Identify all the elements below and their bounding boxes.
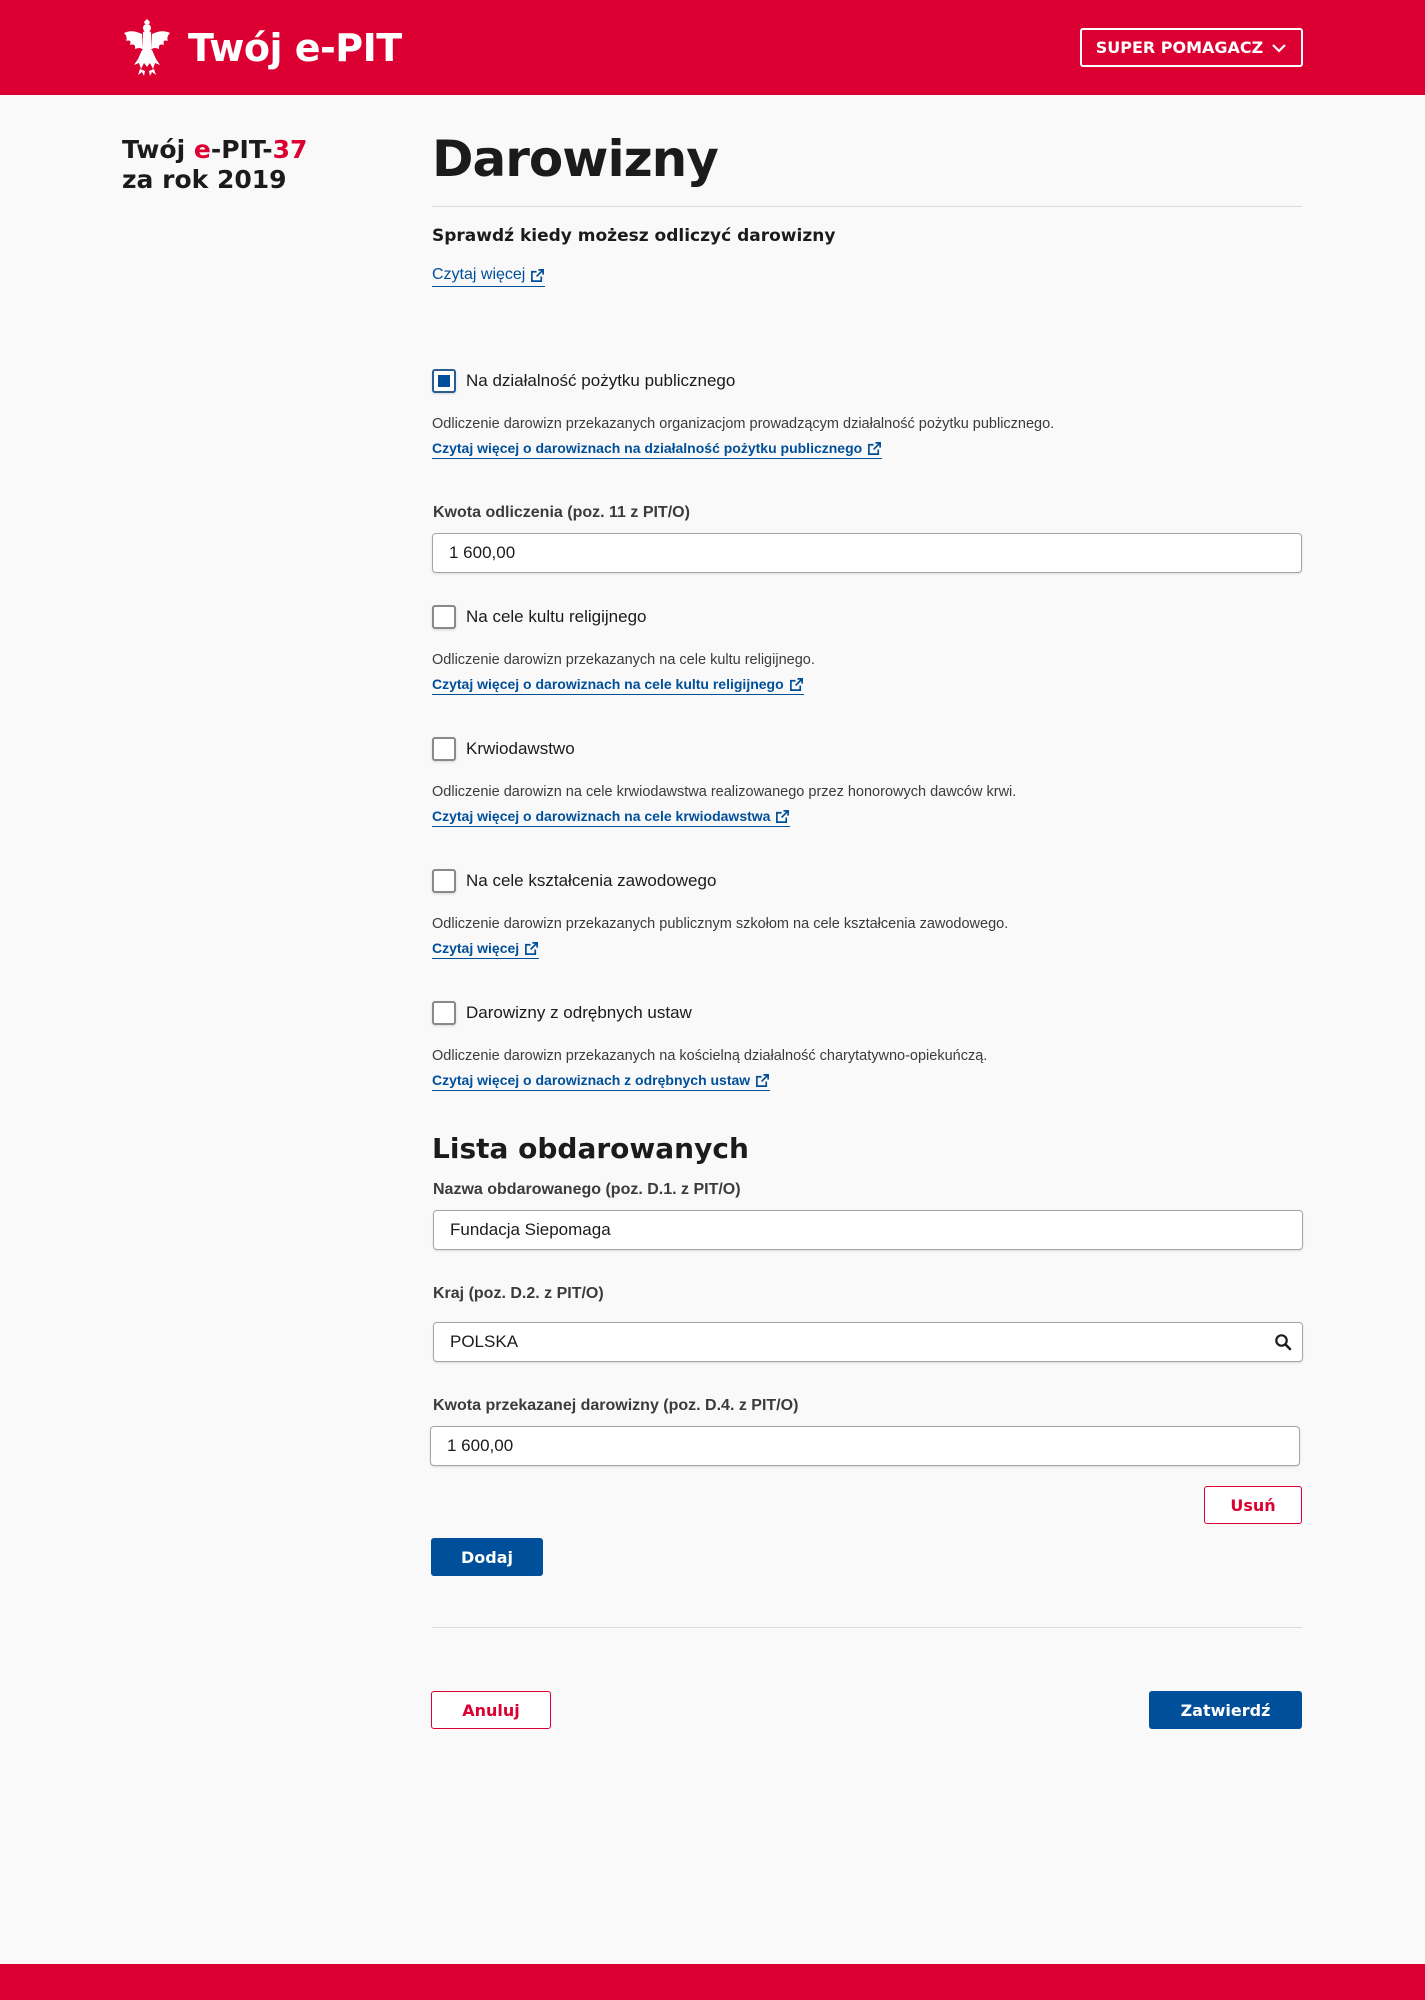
deduction-link-label: Czytaj więcej o darowiznach z odrębnych ustaw: [432, 1072, 751, 1088]
external-link-icon: [530, 268, 545, 283]
deduction-link-separate-acts[interactable]: [432, 1072, 770, 1091]
top-header: [0, 0, 1425, 95]
form-title-prefix: Twój: [122, 135, 194, 164]
read-more-link[interactable]: [432, 266, 545, 287]
checkbox-vocational[interactable]: [432, 869, 456, 893]
recipient-name-label: Nazwa obdarowanego (poz. D.1. z PIT/O): [433, 1181, 741, 1198]
form-title-mid: -PIT-: [210, 135, 273, 164]
cancel-button[interactable]: Anuluj: [431, 1691, 551, 1729]
page-title: Darowizny: [432, 130, 718, 188]
deduction-amount-input[interactable]: [432, 533, 1302, 573]
external-link-icon: [867, 441, 882, 456]
deduction-description: Odliczenie darowizn przekazanych organizacjom prowadzącym działalność pożytku publicznego.: [432, 416, 1055, 432]
checkbox-label: Krwiodawstwo: [466, 739, 575, 758]
donation-amount-label: Kwota przekazanej darowizny (poz. D.4. z PIT/O): [433, 1397, 799, 1414]
read-more-label: Czytaj więcej: [432, 266, 526, 283]
deduction-amount-value: 1 600,00: [449, 543, 516, 562]
form-title: [122, 135, 307, 195]
search-icon[interactable]: [1274, 1333, 1292, 1351]
deduction-link-label: Czytaj więcej o darowiznach na cele kultu religijnego: [432, 676, 784, 692]
white-eagle-emblem-icon: [122, 19, 172, 76]
subheading: Sprawdź kiedy możesz odliczyć darowizny: [432, 226, 836, 246]
recipient-name-value: Fundacja Siepomaga: [450, 1220, 611, 1239]
deduction-amount-label: Kwota odliczenia (poz. 11 z PIT/O): [433, 504, 690, 521]
checkbox-label: Na cele kultu religijnego: [466, 607, 647, 626]
donation-amount-value: 1 600,00: [447, 1436, 514, 1455]
deduction-description: Odliczenie darowizn na cele krwiodawstwa realizowanego przez honorowych dawców krwi.: [432, 784, 1017, 800]
checkbox-public-benefit[interactable]: [432, 369, 456, 393]
brand-title: Twój e-PIT: [188, 25, 402, 70]
deduction-blood-donation[interactable]: [432, 737, 575, 761]
brand[interactable]: [122, 19, 402, 76]
external-link-icon: [524, 941, 539, 956]
deduction-vocational[interactable]: [432, 869, 716, 893]
form-year: za rok 2019: [122, 165, 287, 194]
deduction-description: Odliczenie darowizn przekazanych publicznym szkołom na cele kształcenia zawodowego.: [432, 916, 1009, 932]
deduction-description: Odliczenie darowizn przekazanych na cele kultu religijnego.: [432, 652, 815, 668]
title-divider: [432, 206, 1302, 207]
donation-amount-input[interactable]: [430, 1426, 1300, 1466]
deduction-link-vocational[interactable]: [432, 940, 539, 959]
remove-button[interactable]: Usuń: [1204, 1486, 1302, 1524]
external-link-icon: [775, 809, 790, 824]
checkbox-separate-acts[interactable]: [432, 1001, 456, 1025]
checkbox-label: Darowizny z odrębnych ustaw: [466, 1003, 692, 1022]
external-link-icon: [755, 1073, 770, 1088]
country-label: Kraj (poz. D.2. z PIT/O): [433, 1285, 604, 1302]
deduction-description: Odliczenie darowizn przekazanych na kościelną działalność charytatywno-opiekuńczą.: [432, 1048, 988, 1064]
deduction-link-blood-donation[interactable]: [432, 808, 790, 827]
form-title-number: 37: [272, 135, 308, 164]
add-button[interactable]: Dodaj: [431, 1538, 543, 1576]
chevron-down-icon: [1271, 40, 1287, 56]
deduction-link-public-benefit[interactable]: [432, 440, 882, 459]
recipient-name-input[interactable]: [433, 1210, 1303, 1250]
deduction-religious[interactable]: [432, 605, 647, 629]
confirm-button[interactable]: Zatwierdź: [1149, 1691, 1302, 1729]
deduction-link-label: Czytaj więcej: [432, 940, 520, 956]
deduction-link-label: Czytaj więcej o darowiznach na cele krwiodawstwa: [432, 808, 771, 824]
checkbox-blood-donation[interactable]: [432, 737, 456, 761]
recipients-title: Lista obdarowanych: [432, 1132, 749, 1165]
country-search-input[interactable]: [433, 1322, 1303, 1362]
deduction-link-religious[interactable]: [432, 676, 804, 695]
actions-divider: [432, 1627, 1302, 1628]
external-link-icon: [789, 677, 804, 692]
form-title-e: e: [193, 135, 211, 164]
country-value: POLSKA: [450, 1332, 519, 1351]
deduction-separate-acts[interactable]: [432, 1001, 692, 1025]
bottom-footer-bar: [0, 1964, 1425, 2000]
checkbox-label: Na działalność pożytku publicznego: [466, 371, 736, 390]
super-pomagacz-button[interactable]: [1080, 28, 1303, 67]
deduction-public-benefit[interactable]: [432, 369, 735, 393]
checkbox-religious[interactable]: [432, 605, 456, 629]
checkbox-label: Na cele kształcenia zawodowego: [466, 871, 717, 890]
deduction-link-label: Czytaj więcej o darowiznach na działalność pożytku publicznego: [432, 440, 863, 456]
helper-button-label: SUPER POMAGACZ: [1095, 38, 1264, 57]
